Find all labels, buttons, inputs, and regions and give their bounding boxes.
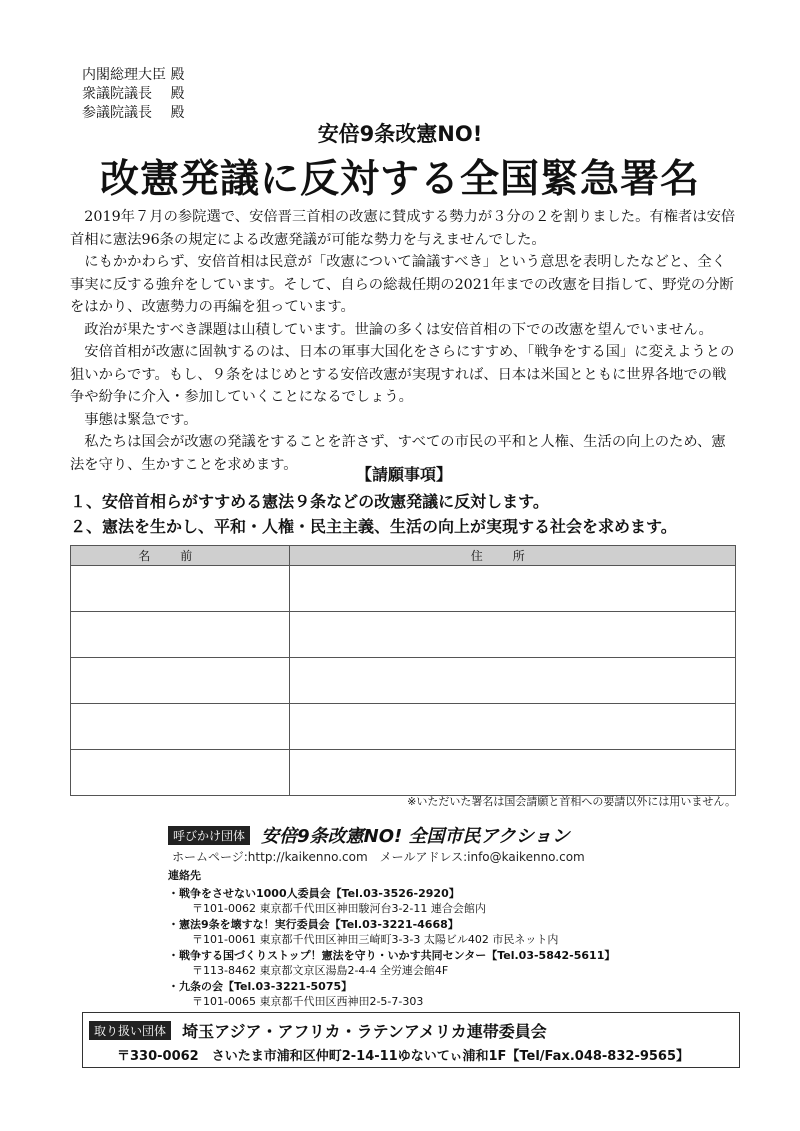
name-cell[interactable] [71,750,290,796]
contact-name: ・戦争をさせない1000人委員会【Tel.03-3526-2920】 [168,886,460,900]
contacts-label: 連絡先 [168,869,201,882]
addressee-lower-house: 衆議院議長 殿 [82,86,185,102]
subtitle: 安倍9条改憲NO! [317,122,483,146]
contact-address: 〒101-0062 東京都千代田区神田駿河台3-2-11 連合会館内 [192,902,486,915]
contact-address: 〒101-0061 東京都千代田区神田三崎町3-3-3 太陽ビル402 市民ネット内 [192,933,559,946]
contact-address: 〒101-0065 東京都千代田区西神田2-5-7-303 [192,995,424,1008]
address-cell[interactable] [290,750,736,796]
paragraph: にもかかわらず、安倍首相は民意が「改憲について論議すべき」という意思を表明したなどと、全く事実に反する強弁をしています。そして、自らの総裁任期の2021年までの改憲を目指して、野党の分断をはかり、改憲勢力の再編を狙っています。 [70,254,734,315]
petition-item: ２、憲法を生かし、平和・人権・民主主義、生活の向上が実現する社会を求めます。 [70,517,677,536]
paragraph: 私たちは国会が改憲の発議をすることを許さず、すべての市民の平和と人権、生活の向上のため、憲法を守り、生かすことを求めます。 [70,434,726,473]
petition-heading: 【請願事項】 [355,465,452,484]
name-cell[interactable] [71,704,290,750]
handler-badge: 取り扱い団体 [89,1021,171,1040]
table-row [71,704,736,750]
page-title: 改憲発議に反対する全国緊急署名 [99,156,700,202]
petition-items [70,462,738,539]
handling-organization [82,1012,740,1068]
contact-address: 〒113-8462 東京都文京区湯島2-4-4 全労連会館4F [192,964,449,977]
organizer-badge: 呼びかけ団体 [168,826,250,845]
address-cell[interactable] [290,566,736,612]
contact-name: ・九条の会【Tel.03-3221-5075】 [168,979,353,993]
address-cell[interactable] [290,612,736,658]
name-cell[interactable] [71,658,290,704]
organizer [168,822,570,848]
signature-table [70,545,736,796]
address-cell[interactable] [290,704,736,750]
petition-item: １、安倍首相らがすすめる憲法９条などの改憲発議に反対します。 [70,492,549,511]
table-row [71,566,736,612]
addressee-pm: 内閣総理大臣 殿 [82,67,185,83]
contacts [168,868,615,1010]
name-cell[interactable] [71,612,290,658]
paragraph: 事態は緊急です。 [84,411,198,428]
paragraph: 政治が果たすべき課題は山積しています。世論の多くは安倍首相の下での改憲を望んでいません。 [84,321,713,338]
paragraph: 安倍首相が改憲に固執するのは、日本の軍事大国化をさらにすすめ、「戦争をする国」に変えようとの狙いからです。もし、９条をはじめとする安倍改憲が実現すれば、日本は米国とともに世界各地での戦争や紛争に介入・参加していくことになるでしょう。 [70,344,735,405]
paragraph: 2019年７月の参院選で、安倍晋三首相の改憲に賛成する勢力が３分の２を割りました。有権者は安倍首相に憲法96条の規定による改憲発議が可能な勢力を与えませんでした。 [70,209,736,248]
addressee-block [82,66,184,123]
contact-name: ・憲法9条を壊すな！実行委員会【Tel.03-3221-4668】 [168,917,459,931]
handler-name: 埼玉アジア・アフリカ・ラテンアメリカ連帯委員会 [182,1022,547,1041]
column-header-name: 名前 [71,546,290,566]
table-row [71,658,736,704]
column-header-address: 住所 [290,546,736,566]
handler-address: 〒330-0062 さいたま市浦和区仲町2-14-11ゆないてぃ浦和1F【Tel/Fax.048-832-9565】 [117,1049,690,1064]
privacy-note: ※いただいた署名は国会請願と首相への要請以外には用いません。 [407,795,736,808]
organizer-web: ホームページ:http://kaikenno.com メールアドレス:info@kaikenno.com [172,850,585,864]
address-cell[interactable] [290,658,736,704]
addressee-upper-house: 参議院議長 殿 [82,105,185,121]
contact-name: ・戦争する国づくりストップ！憲法を守り・いかす共同センター【Tel.03-5842-5611】 [168,948,616,962]
table-row [71,612,736,658]
organizer-name: 安倍9条改憲NO! 全国市民アクション [261,826,570,847]
statement-body [70,206,738,476]
table-row [71,750,736,796]
name-cell[interactable] [71,566,290,612]
